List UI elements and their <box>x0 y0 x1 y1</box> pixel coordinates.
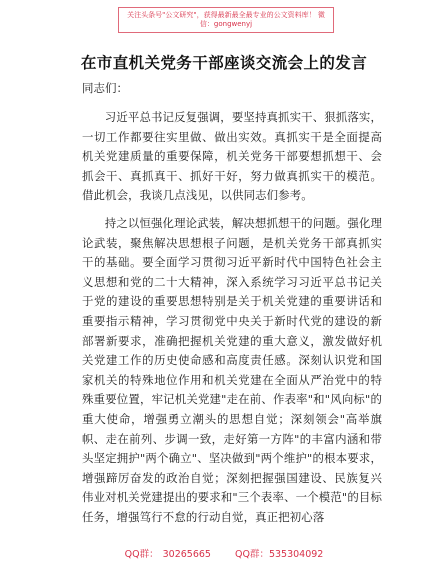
salutation: 同志们： <box>82 81 128 95</box>
footer-contact <box>0 546 448 560</box>
qq-group-2: QQ群：535304092 <box>235 549 324 560</box>
paragraph: 持之以恒强化理论武装，解决想抓想干的问题。强化理论武装，聚焦解决思想根子问题，是机关党务干部真抓实干的基础。要全面学习贯彻习近平新时代中国特色社会主义思想和党的二十大精神，深入系统学习习近平总书记关于党的建设的重要思想特别是关于机关党建的重要讲话和重要指示精神，学习贯彻党中央关于新时代党的建设的新部署新要求，准确把握机关党建的重大意义，激发做好机关党建工作的历史使命感和高度责任感。深刻认识党和国家机关的特殊地位作用和机关党建在全面从严治党中的特殊重要位置，牢记机关党建"走在前、作表率"和"风向标"的重大使命，增强勇立潮头的思想自觉；深刻领会"高举旗帜、走在前列、步调一致，走好第一方阵"的丰富内涵和带头坚定拥护"两个确立"、坚决做到"两个维护"的根本要求，增强蹄厉奋发的政治自觉；深刻把握强国建设、民族复兴伟业对机关党建提出的要求和"三个表率、一个模范"的目标任务，增强笃行不怠的行动自觉，真正把初心落 <box>82 215 382 524</box>
paragraph: 习近平总书记反复强调，要坚持真抓实干、狠抓落实，一切工作都要往实里做、做出实效。真抓实干是全面提高机关党建质量的重要保障，机关党务干部要想抓想干、会抓会干、真抓真干、抓好干好，努力做真抓实干的模范。借此机会，我谈几点浅见，以供同志们参考。 <box>82 110 382 203</box>
qq-group-1: QQ群： 30265665 <box>124 549 211 560</box>
document-body <box>82 108 382 535</box>
promo-banner: 关注头条号"公文研究"，获得最新最全最专业的公文资料库！ 微信：gongwenyj <box>118 7 334 33</box>
document-title: 在市直机关党务干部座谈交流会上的发言 <box>80 54 368 72</box>
